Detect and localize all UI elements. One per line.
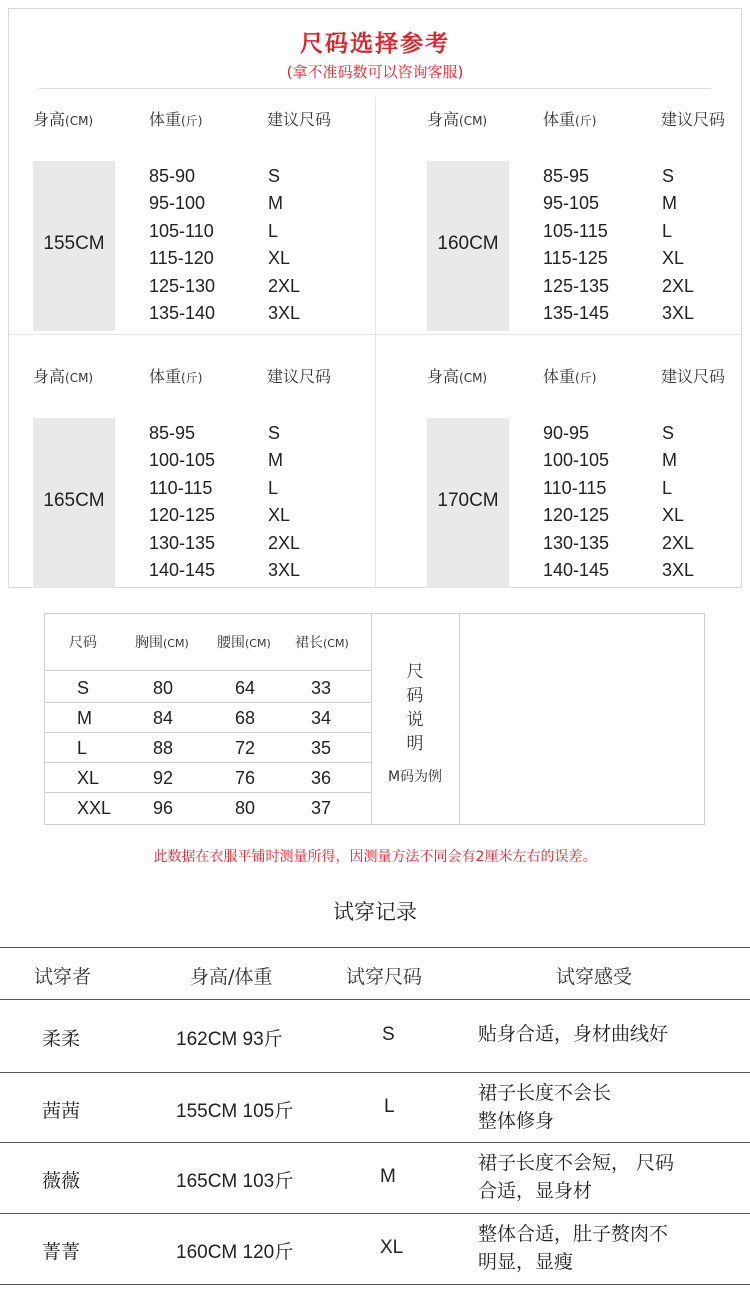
row-divider <box>45 670 371 671</box>
table-line <box>0 1284 750 1285</box>
suggested-size: 3XL <box>268 559 301 580</box>
size-cell: L <box>77 738 88 758</box>
weight-range: 120-125 <box>149 505 216 526</box>
height-block-165 <box>17 364 383 604</box>
weight-range: 105-115 <box>543 220 608 241</box>
measurement-row <box>45 792 371 822</box>
suggested-size: M <box>268 193 283 214</box>
try-on-row <box>0 1214 750 1284</box>
chest-cell: 88 <box>153 738 174 758</box>
weight-range: 95-100 <box>149 193 206 214</box>
suggested-size: 2XL <box>268 275 301 296</box>
suggested-size: S <box>662 423 675 443</box>
body-cell: 165CM 103斤 <box>176 1171 294 1192</box>
weight-range: 110-115 <box>149 477 213 498</box>
title-divider <box>39 88 711 89</box>
body-cell: 162CM 93斤 <box>176 1029 283 1050</box>
weight-range: 85-90 <box>149 166 196 186</box>
col-header-chest: 胸围(CM) <box>135 635 189 651</box>
suggested-size: 3XL <box>268 302 301 323</box>
measurement-row <box>45 672 371 702</box>
size-header: 建议尺码 <box>267 367 332 386</box>
weight-range: 90-95 <box>543 423 590 443</box>
length-cell: 36 <box>311 768 332 788</box>
feel-cell: 裙子长度不会短， 尺码 合适，显身材 <box>478 1152 675 1202</box>
suggested-size: L <box>662 220 673 241</box>
person-cell: 茜茜 <box>42 1100 81 1122</box>
chest-cell: 84 <box>153 708 174 728</box>
suggested-size: M <box>662 193 677 214</box>
col-header-length: 裙长(CM) <box>295 635 349 651</box>
col-header-size: 试穿尺码 <box>346 966 423 988</box>
height-value: 160CM <box>437 233 499 254</box>
height-block-170 <box>411 364 750 604</box>
waist-cell: 64 <box>235 678 256 698</box>
height-box <box>33 161 115 331</box>
measurement-row <box>45 762 371 792</box>
height-value: 165CM <box>43 490 105 511</box>
suggested-size: S <box>268 423 281 443</box>
weight-header: 体重(斤) <box>543 110 597 129</box>
weight-range: 100-105 <box>149 450 216 471</box>
suggested-size: S <box>662 166 675 186</box>
feel-cell: 整体合适，肚子赘肉不 明显，显瘦 <box>478 1223 669 1273</box>
person-cell: 薇薇 <box>42 1170 81 1192</box>
size-cell: S <box>77 678 90 698</box>
weight-range: 130-135 <box>149 532 216 553</box>
body-cell: 155CM 105斤 <box>176 1101 294 1122</box>
weight-range: 85-95 <box>543 166 590 186</box>
size-guide-panel <box>8 8 742 588</box>
height-value: 170CM <box>437 490 499 511</box>
weight-range: 130-135 <box>543 532 610 553</box>
size-cell: M <box>380 1166 396 1187</box>
measurement-row <box>45 702 371 732</box>
size-header: 建议尺码 <box>661 110 726 129</box>
weight-range: 125-130 <box>149 275 216 296</box>
size-guide-title: 尺码选择参考 <box>300 31 450 57</box>
height-header: 身高(CM) <box>33 367 94 386</box>
measurement-disclaimer: 此数据在衣服平铺时测量所得，因测量方法不同会有2厘米左右的误差。 <box>153 849 597 865</box>
length-cell: 34 <box>311 708 332 728</box>
waist-cell: 72 <box>235 738 256 758</box>
table-line <box>0 999 750 1000</box>
suggested-size: S <box>268 166 281 186</box>
height-header: 身高(CM) <box>427 367 488 386</box>
measurement-table <box>44 613 705 825</box>
size-cell: XL <box>380 1237 404 1258</box>
suggested-size: 3XL <box>662 302 695 323</box>
height-box <box>33 418 115 588</box>
suggested-size: L <box>268 220 279 241</box>
suggested-size: XL <box>662 505 685 526</box>
suggested-size: 3XL <box>662 559 695 580</box>
size-cell: XXL <box>77 798 112 818</box>
size-header: 建议尺码 <box>661 367 726 386</box>
suggested-size: L <box>662 477 673 498</box>
weight-range: 115-120 <box>149 248 214 269</box>
weight-header: 体重(斤) <box>149 110 203 129</box>
weight-range: 95-105 <box>543 193 600 214</box>
weight-range: 120-125 <box>543 505 610 526</box>
suggested-size: 2XL <box>662 532 695 553</box>
suggested-size: 2XL <box>662 275 695 296</box>
chest-cell: 92 <box>153 768 174 788</box>
weight-range: 115-125 <box>543 248 608 269</box>
col-header-person: 试穿者 <box>34 966 92 988</box>
weight-range: 135-140 <box>149 302 216 323</box>
weight-range: 110-115 <box>543 477 607 498</box>
try-on-row <box>0 1143 750 1213</box>
chest-cell: 80 <box>153 678 174 698</box>
size-note-vertical: 尺 码 说 明 <box>406 662 424 754</box>
weight-header: 体重(斤) <box>543 367 597 386</box>
size-cell: M <box>77 708 92 728</box>
col-header-waist: 腰围(CM) <box>217 635 271 651</box>
height-box <box>427 418 509 588</box>
body-cell: 160CM 120斤 <box>176 1242 294 1263</box>
height-value: 155CM <box>43 233 105 254</box>
suggested-size: M <box>268 450 283 471</box>
size-guide-subtitle: (拿不准码数可以咨询客服) <box>286 63 464 81</box>
suggested-size: XL <box>662 248 685 269</box>
try-on-row <box>0 1003 750 1073</box>
size-note-example: M码为例 <box>387 769 443 785</box>
height-header: 身高(CM) <box>33 110 94 129</box>
height-block-160 <box>411 107 750 347</box>
feel-cell: 裙子长度不会长 整体修身 <box>478 1082 612 1132</box>
table-line <box>0 947 750 948</box>
size-header: 建议尺码 <box>267 110 332 129</box>
chest-cell: 96 <box>153 798 174 818</box>
suggested-size: M <box>662 450 677 471</box>
waist-cell: 76 <box>235 768 256 788</box>
waist-cell: 80 <box>235 798 256 818</box>
height-block-155 <box>17 107 383 347</box>
size-cell: XL <box>77 768 100 788</box>
length-cell: 33 <box>311 678 332 698</box>
person-cell: 菁菁 <box>42 1241 81 1263</box>
length-cell: 35 <box>311 738 332 758</box>
col-header-body: 身高/体重 <box>190 966 273 988</box>
weight-range: 140-145 <box>543 559 610 580</box>
waist-cell: 68 <box>235 708 256 728</box>
measurement-row <box>45 732 371 762</box>
col-header-size: 尺码 <box>69 635 97 651</box>
weight-range: 125-135 <box>543 275 610 296</box>
suggested-size: XL <box>268 505 291 526</box>
weight-range: 100-105 <box>543 450 610 471</box>
height-header: 身高(CM) <box>427 110 488 129</box>
column-divider <box>459 614 460 824</box>
size-cell: L <box>384 1096 395 1117</box>
size-cell: S <box>382 1024 395 1045</box>
suggested-size: XL <box>268 248 291 269</box>
height-box <box>427 161 509 331</box>
try-on-title: 试穿记录 <box>333 900 417 924</box>
suggested-size: L <box>268 477 279 498</box>
suggested-size: 2XL <box>268 532 301 553</box>
weight-range: 135-145 <box>543 302 610 323</box>
weight-range: 85-95 <box>149 423 196 443</box>
person-cell: 柔柔 <box>42 1028 81 1050</box>
feel-cell: 贴身合适，身材曲线好 <box>478 1023 669 1045</box>
try-on-row <box>0 1073 750 1143</box>
weight-header: 体重(斤) <box>149 367 203 386</box>
weight-range: 140-145 <box>149 559 216 580</box>
col-header-feel: 试穿感受 <box>556 966 633 988</box>
weight-range: 105-110 <box>149 220 214 241</box>
length-cell: 37 <box>311 798 332 818</box>
